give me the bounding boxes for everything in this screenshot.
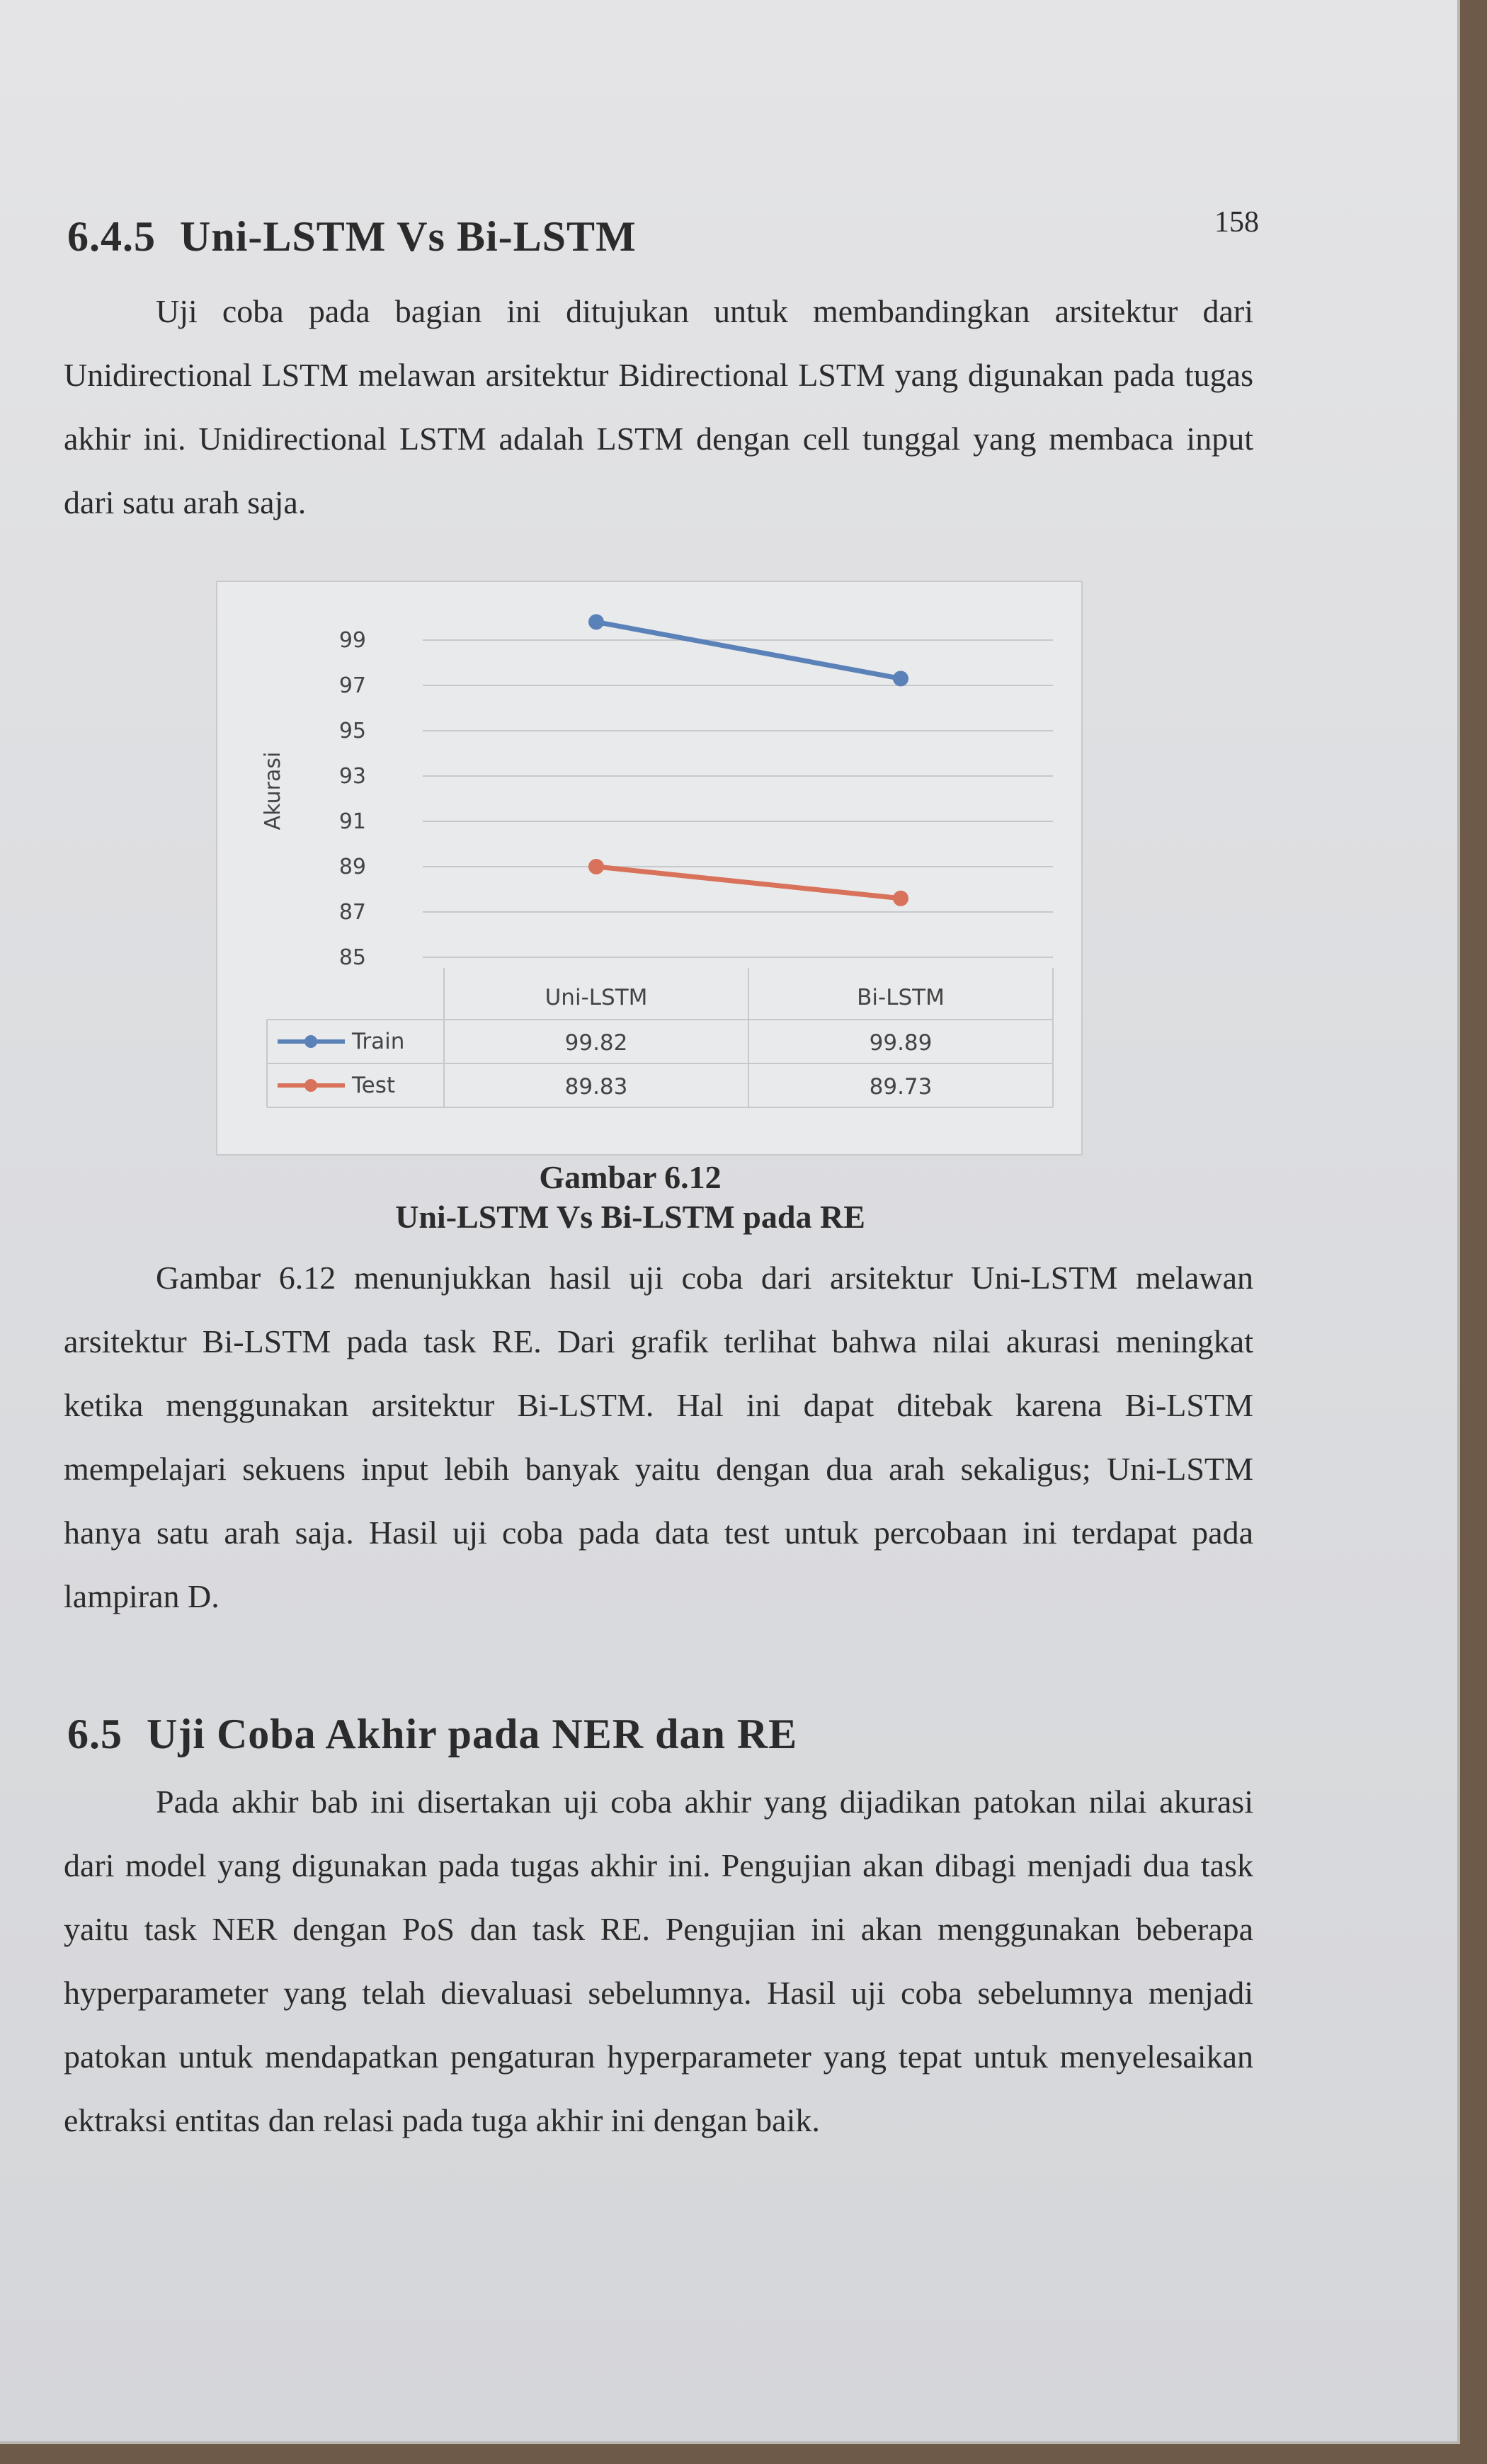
- figure-label: Gambar 6.12: [539, 1159, 722, 1195]
- legend-label: Test: [352, 1073, 396, 1098]
- data-point: [588, 614, 604, 629]
- y-tick-label: 99: [338, 628, 366, 653]
- figure-title: Uni-LSTM Vs Bi-LSTM pada RE: [395, 1199, 865, 1235]
- intro-paragraph: Uji coba pada bagian ini ditujukan untuk membandingkan arsitektur dari Unidirectional LSTM melawan arsitektur Bidirectional LSTM yang digunakan pada tugas akhir ini. Unidirectional LSTM adalah LSTM dengan cell tunggal yang membaca input dari satu arah saja.: [64, 293, 1253, 520]
- chart-canvas: [217, 582, 1081, 1154]
- y-tick-label: 89: [338, 855, 366, 879]
- section-heading-6-4-5: [67, 212, 637, 261]
- section-number: 6.4.5: [67, 213, 156, 260]
- data-table: [267, 968, 1053, 1107]
- discussion-paragraph: Gambar 6.12 menunjukkan hasil uji coba dari arsitektur Uni-LSTM melawan arsitektur Bi-LSTM pada task RE. Dari grafik terlihat bahwa nilai akurasi meningkat ketika menggunakan arsitektur Bi-LSTM. Hal ini dapat ditebak karena Bi-LSTM mempelajari sekuens input lebih banyak yaitu dengan dua arah sekaligus; Uni-LSTM hanya satu arah saja. Hasil uji coba pada data test untuk percobaan ini terdapat pada lampiran D.: [64, 1260, 1253, 1614]
- y-tick-label: 95: [338, 719, 366, 743]
- y-axis-label: Akurasi: [261, 751, 285, 831]
- y-tick-label: 93: [338, 764, 366, 789]
- data-label: 99.82: [564, 1030, 628, 1056]
- section-heading-6-5: [67, 1710, 797, 1759]
- category-label: Bi-LSTM: [857, 985, 945, 1010]
- legend-label: Train: [352, 1029, 405, 1054]
- y-tick-label: 87: [338, 900, 366, 925]
- figure-caption: [212, 1158, 1048, 1237]
- page-number: 158: [1214, 206, 1259, 239]
- series-line-train: [596, 622, 901, 678]
- section-title: Uji Coba Akhir pada NER dan RE: [147, 1711, 798, 1757]
- section-title: Uni-LSTM Vs Bi-LSTM: [180, 213, 637, 260]
- accuracy-chart: [216, 581, 1083, 1156]
- legend-marker: [304, 1035, 317, 1048]
- section-number: 6.5: [67, 1711, 123, 1757]
- category-label: Uni-LSTM: [545, 985, 648, 1010]
- data-point: [893, 671, 908, 686]
- y-tick-layer: [339, 628, 366, 970]
- series-line-test: [596, 867, 901, 899]
- series-layer: [588, 614, 908, 906]
- data-label: 99.89: [869, 1030, 933, 1056]
- grid-layer: [423, 640, 1053, 957]
- data-point: [893, 891, 908, 906]
- data-label: 89.83: [564, 1074, 628, 1100]
- legend-marker: [304, 1079, 317, 1092]
- y-tick-label: 97: [338, 673, 366, 698]
- y-tick-label: 85: [338, 945, 366, 970]
- data-point: [588, 859, 604, 874]
- closing-paragraph: Pada akhir bab ini disertakan uji coba akhir yang dijadikan patokan nilai akurasi dari model yang digunakan pada tugas akhir ini. Pengujian akan dibagi menjadi dua task yaitu task NER dengan PoS dan task RE. Pengujian ini akan menggunakan beberapa hyperparameter yang telah dievaluasi sebelumnya. Hasil uji coba sebelumnya menjadi patokan untuk mendapatkan pengaturan hyperparameter yang tepat untuk menyelesaikan ektraksi entitas dan relasi pada tuga akhir ini dengan baik.: [64, 1784, 1253, 2138]
- y-tick-label: 91: [338, 809, 366, 834]
- data-label: 89.73: [869, 1074, 933, 1100]
